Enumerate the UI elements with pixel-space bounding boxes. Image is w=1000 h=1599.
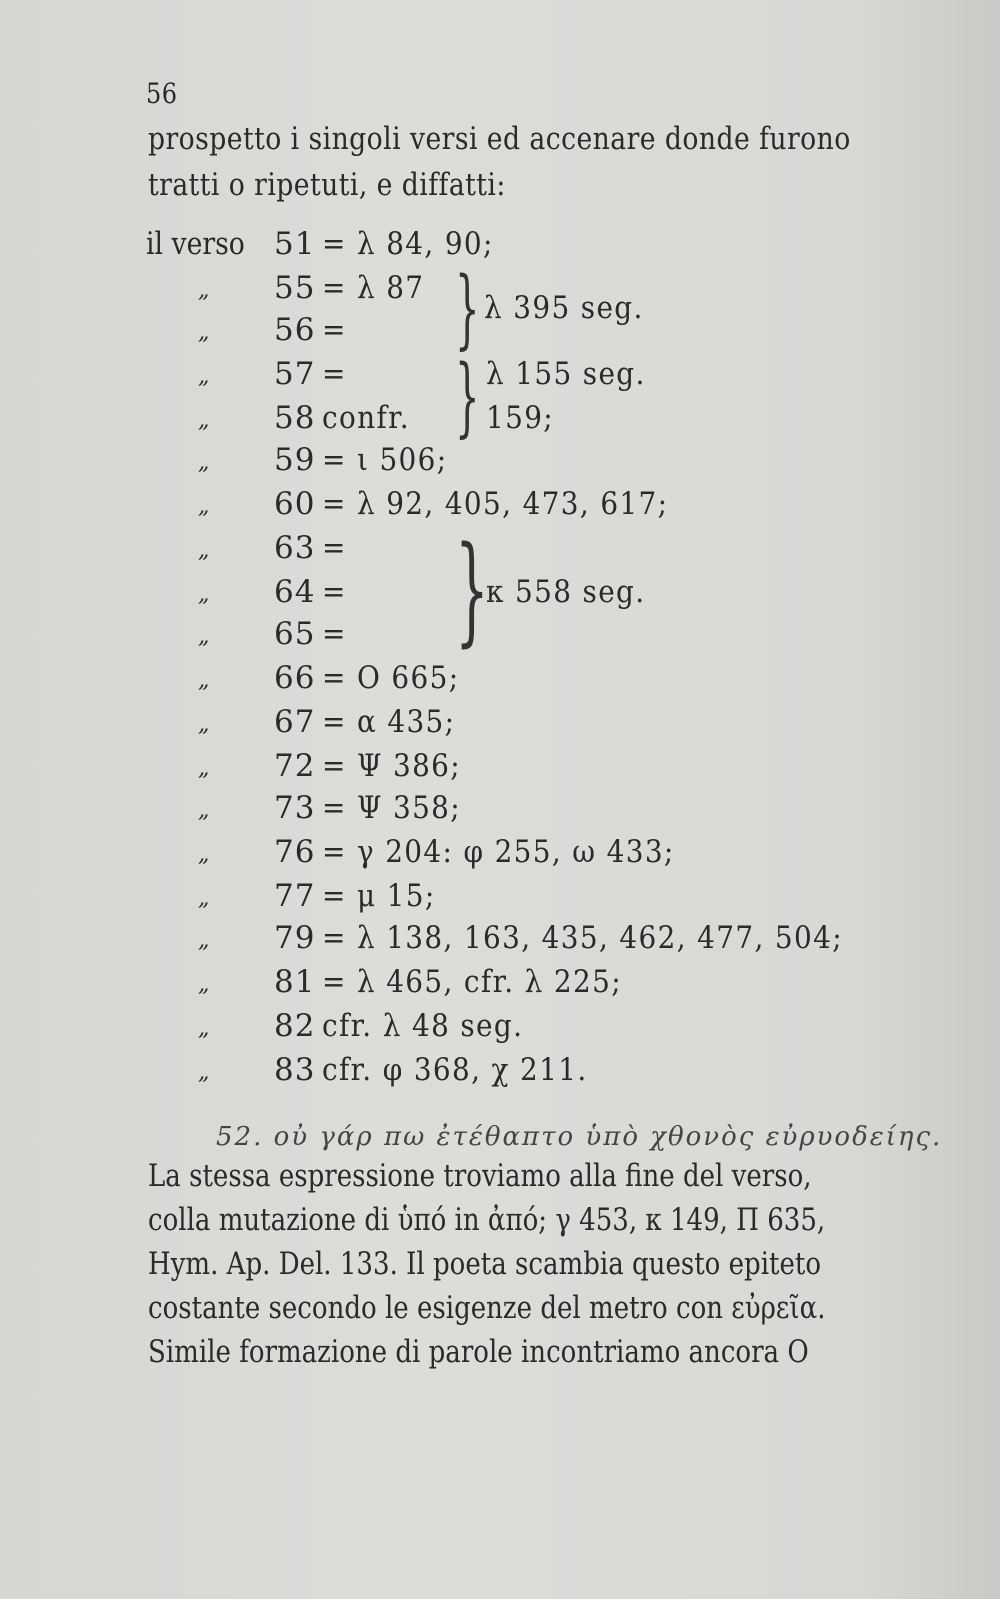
ditto-mark: „ xyxy=(198,1060,210,1085)
verse-reference: = λ 84, 90; xyxy=(322,226,494,262)
brace-group-1: } xyxy=(455,259,480,359)
paragraph-line: colla mutazione di ὑπό in ἀπό; γ 453, κ 149, Π 635, xyxy=(148,1202,826,1238)
verse-number: 77 xyxy=(274,878,316,914)
paragraph-line: Simile formazione di parole incontriamo ancora O xyxy=(148,1334,809,1370)
verse-number: 60 xyxy=(274,486,316,522)
verse-number: 57 xyxy=(274,356,316,392)
verse-reference: = λ 465, cfr. λ 225; xyxy=(322,964,622,1000)
verse-row xyxy=(0,616,1000,656)
verse-row xyxy=(0,748,1000,788)
paragraph-line: Hym. Ap. Del. 133. Il poeta scambia questo epiteto xyxy=(148,1246,822,1282)
verse-number: 79 xyxy=(274,920,316,956)
brace-group-3-text: κ 558 seg. xyxy=(486,574,646,610)
greek-heading: 52. οὐ γάρ πω ἐτέθαπτο ὑπὸ χθονὸς εὐρυοδείης. xyxy=(216,1122,943,1152)
verse-reference: confr. xyxy=(322,400,410,436)
verse-number: 76 xyxy=(274,834,316,870)
verse-number: 72 xyxy=(274,748,316,784)
verse-number: 64 xyxy=(274,574,316,610)
verse-reference: = λ 92, 405, 473, 617; xyxy=(322,486,669,522)
verse-number: 51 xyxy=(274,226,316,262)
verse-number: 56 xyxy=(274,312,316,348)
verse-reference: = α 435; xyxy=(322,704,456,740)
ditto-mark: „ xyxy=(198,668,210,693)
verse-reference: = xyxy=(322,530,347,566)
verse-number: 66 xyxy=(274,660,316,696)
verse-number: 67 xyxy=(274,704,316,740)
ditto-mark: „ xyxy=(198,408,210,433)
ditto-mark: „ xyxy=(198,886,210,911)
verse-reference: = xyxy=(322,356,347,392)
verse-row xyxy=(0,1052,1000,1092)
verse-reference: = xyxy=(322,574,347,610)
verse-row xyxy=(0,226,1000,266)
verse-row xyxy=(0,704,1000,744)
verse-row xyxy=(0,834,1000,874)
ditto-mark: „ xyxy=(198,1016,210,1041)
verse-reference: = O 665; xyxy=(322,660,460,696)
ditto-mark: „ xyxy=(198,278,210,303)
verse-reference: = γ 204: φ 255, ω 433; xyxy=(322,834,675,870)
verse-row xyxy=(0,442,1000,482)
ditto-mark: „ xyxy=(198,494,210,519)
ditto-mark: „ xyxy=(198,798,210,823)
verse-row xyxy=(0,660,1000,700)
verse-reference: = ι 506; xyxy=(322,442,448,478)
verse-reference: cfr. λ 48 seg. xyxy=(322,1008,524,1044)
verse-number: 83 xyxy=(274,1052,316,1088)
verse-number: 81 xyxy=(274,964,316,1000)
ditto-mark: „ xyxy=(198,624,210,649)
intro-line-1: prospetto i singoli versi ed accenare donde furono xyxy=(148,121,851,157)
ditto-mark: „ xyxy=(198,928,210,953)
brace-group-2-line-1: λ 155 seg. xyxy=(486,356,646,392)
verse-row xyxy=(0,530,1000,570)
verse-row xyxy=(0,878,1000,918)
verse-number: 65 xyxy=(274,616,316,652)
paragraph-line: costante secondo le esigenze del metro con εὐρεῖα. xyxy=(148,1290,826,1326)
ditto-mark: „ xyxy=(198,842,210,867)
ditto-mark: „ xyxy=(198,450,210,475)
verse-row xyxy=(0,1008,1000,1048)
verse-number: 63 xyxy=(274,530,316,566)
ditto-mark: „ xyxy=(198,320,210,345)
verse-reference: = Ψ 358; xyxy=(322,790,462,826)
verse-number: 82 xyxy=(274,1008,316,1044)
verse-reference: = λ 87 xyxy=(322,270,425,306)
verse-number: 73 xyxy=(274,790,316,826)
brace-group-3: } xyxy=(455,520,489,658)
paragraph-line: La stessa espressione troviamo alla fine del verso, xyxy=(148,1158,812,1194)
verse-reference: cfr. φ 368, χ 211. xyxy=(322,1052,588,1088)
ditto-mark: „ xyxy=(198,538,210,563)
verse-reference: = μ 15; xyxy=(322,878,436,914)
verse-reference: = λ 138, 163, 435, 462, 477, 504; xyxy=(322,920,843,956)
verse-reference: = xyxy=(322,616,347,652)
ditto-mark: „ xyxy=(198,756,210,781)
brace-group-1-text: λ 395 seg. xyxy=(484,290,644,326)
brace-group-2-line-2: 159; xyxy=(486,400,555,436)
verse-row xyxy=(0,790,1000,830)
verse-number: 58 xyxy=(274,400,316,436)
ditto-mark: „ xyxy=(198,364,210,389)
ditto-mark: „ xyxy=(198,712,210,737)
intro-line-2: tratti o ripetuti, e diffatti: xyxy=(148,167,506,203)
verse-row xyxy=(0,486,1000,526)
verse-reference: = Ψ 386; xyxy=(322,748,462,784)
verse-reference: = xyxy=(322,312,347,348)
verse-row xyxy=(0,964,1000,1004)
verse-number: 59 xyxy=(274,442,316,478)
verse-number: 55 xyxy=(274,270,316,306)
verse-row xyxy=(0,920,1000,960)
ditto-mark: „ xyxy=(198,972,210,997)
verse-label: il verso xyxy=(146,226,245,262)
page-number: 56 xyxy=(146,77,178,110)
brace-group-2: } xyxy=(455,347,480,447)
ditto-mark: „ xyxy=(198,582,210,607)
